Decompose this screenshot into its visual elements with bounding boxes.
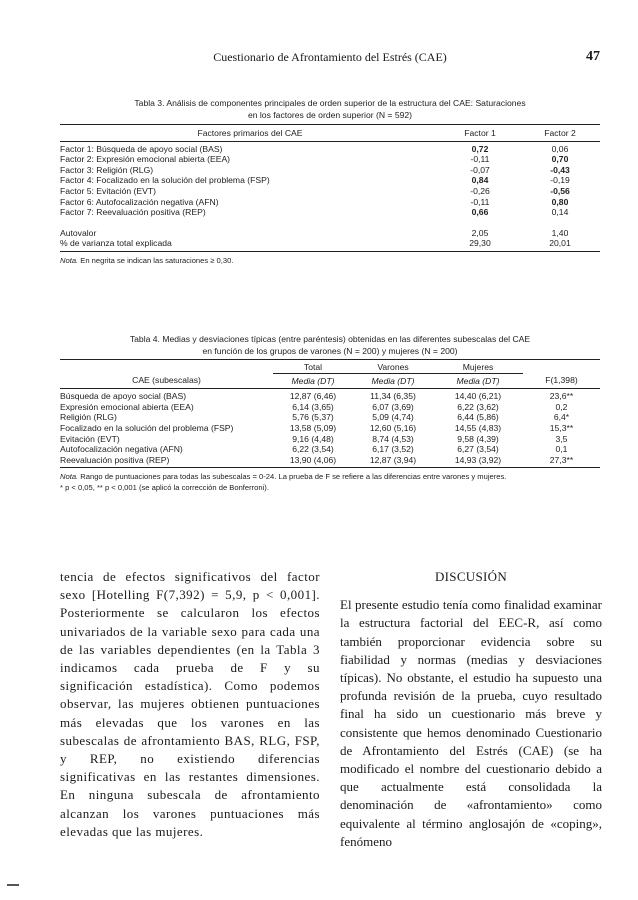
table-cell: 29,30: [469, 238, 491, 249]
table-cell: 8,74 (4,53): [372, 433, 414, 444]
table-4-grid: [60, 359, 600, 468]
table-cell: 5,76 (5,37): [292, 412, 334, 423]
table-cell: 9,16 (4,48): [292, 433, 334, 444]
table-cell: 6,17 (3,52): [372, 444, 414, 455]
table-row-label: Búsqueda de apoyo social (BAS): [60, 391, 187, 402]
table-cell: -0,26: [470, 185, 490, 196]
table-cell: 20,01: [549, 238, 571, 249]
table-3-note: Nota. En negrita se indican las saturaciones ≥ 0,30.: [60, 255, 234, 265]
table-cell: 12,87 (6,46): [289, 391, 337, 402]
table-cell: 0,84: [471, 175, 489, 186]
table-cell: 13,90 (4,06): [289, 454, 337, 465]
table-cell: 14,40 (6,21): [454, 391, 502, 402]
table-4-significance: * p < 0,05, ** p < 0,001 (se aplicó la corrección de Bonferroni).: [60, 483, 269, 493]
table-cell: -0,19: [550, 175, 570, 186]
col-header-subescalas: CAE (subescalas): [132, 375, 201, 386]
table-cell: -0,43: [550, 164, 570, 175]
table-cell: 1,40: [551, 227, 569, 238]
table-row-label: Focalizado en la solución del problema (FSP): [60, 422, 234, 433]
table-cell: 14,55 (4,83): [454, 422, 502, 433]
col-header-f: F(1,398): [545, 375, 578, 386]
margin-mark: [7, 884, 19, 886]
table-cell: 2,05: [471, 227, 489, 238]
table-cell: 23,6**: [549, 391, 574, 402]
varianza-label: % de varianza total explicada: [60, 238, 172, 249]
col-header-primary: Factores primarios del CAE: [197, 128, 303, 138]
table-cell: 0,72: [471, 143, 489, 154]
table-row-label: Factor 5: Evitación (EVT): [60, 185, 156, 196]
table-row-label: Expresión emocional abierta (EEA): [60, 401, 194, 412]
table-cell: 0,2: [555, 401, 568, 412]
table-row-label: Factor 4: Focalizado en la solución del problema (FSP): [60, 175, 270, 186]
table-cell: -0,11: [470, 196, 490, 207]
table-4-note: Nota. Rango de puntuaciones para todas las subescalas = 0-24. La prueba de F se refiere a las diferencias entre varones y mujeres.: [60, 472, 507, 482]
table-cell: 13,58 (5,09): [289, 422, 337, 433]
table-cell: -0,11: [470, 154, 490, 165]
table-cell: 0,06: [551, 143, 569, 154]
table-cell: 9,58 (4,39): [457, 433, 499, 444]
table-4: [60, 333, 600, 493]
table-cell: 12,87 (3,94): [369, 454, 417, 465]
table-cell: -0,07: [470, 164, 490, 175]
page-number: 47: [586, 49, 600, 64]
autovalor-label: Autovalor: [60, 227, 97, 238]
table-cell: 0,14: [551, 207, 569, 218]
table-cell: 5,09 (4,74): [372, 412, 414, 423]
group-header-mujeres: Mujeres: [462, 362, 494, 372]
table-row-label: Autofocalización negativa (AFN): [60, 444, 183, 455]
group-header-total: Total: [303, 362, 323, 372]
table-cell: -0,56: [550, 185, 570, 196]
table-3-caption: Tabla 3. Análisis de componentes principales de orden superior de la estructura del CAE: Saturaciones en los factores de orden superior (N = 592): [134, 98, 526, 120]
table-row-label: Evitación (EVT): [60, 433, 120, 444]
table-3-grid: [60, 124, 600, 252]
table-cell: 14,93 (3,92): [454, 454, 502, 465]
table-cell: 6,07 (3,69): [372, 401, 414, 412]
table-row-label: Religión (RLG): [60, 412, 117, 423]
table-cell: 6,44 (5,86): [457, 412, 499, 423]
body-column-left: tencia de efectos significativos del factor sexo [Hotelling F(7,392) = 5,9, p < 0,001]. Posteriormente se calcularon los efectos univariados de la variable sexo para cada una de las variables dependientes (en la Tabla 3 indicamos cada prueba de F y su significación estadística). Como podemos observar, las mujeres obtienen puntuaciones más elevadas que los varones en las subescalas de afrontamiento BAS, RLG, FSP, y REP, no existiendo diferencias significativas en las restantes dimensiones. En ninguna subescala de afrontamiento alcanzan los varones puntuaciones más elevadas que las mujeres.: [60, 569, 320, 839]
table-cell: 6,22 (3,54): [292, 444, 334, 455]
table-cell: 3,5: [555, 433, 568, 444]
col-header-media: Media (DT): [273, 373, 353, 389]
col-header-factor1: Factor 1: [464, 128, 496, 138]
table-row-label: Factor 1: Búsqueda de apoyo social (BAS): [60, 143, 223, 154]
table-cell: 27,3**: [549, 454, 574, 465]
discussion-paragraph: El presente estudio tenía como finalidad examinar la estructura factorial del EEC-R, así como también proporcionar evidencia sobre su fiabilidad y normas (medias y desviaciones típicas). No obstante, el estudio ha supuesto una profunda revisión de la prueba, cuyo resultado final ha sido un cuestionario más breve y consistente que hemos denominado Cuestionario de Afrontamiento del Estrés (CAE) (se ha modificado el nombre del cuestionario debido a que actualmente está consolidada la denominación de «afrontamiento» como equivalente al término anglosajón de «coping», fenómeno: [340, 597, 602, 849]
table-row-label: Factor 2: Expresión emocional abierta (EEA): [60, 154, 231, 165]
group-header-varones: Varones: [377, 362, 409, 372]
table-cell: 6,27 (3,54): [457, 444, 499, 455]
table-cell: 11,34 (6,35): [370, 391, 416, 402]
table-cell: 15,3**: [549, 422, 574, 433]
running-title: Cuestionario de Afrontamiento del Estrés (CAE): [213, 50, 447, 64]
table-cell: 0,80: [551, 196, 569, 207]
table-cell: 0,66: [471, 207, 489, 218]
table-cell: 0,1: [555, 444, 568, 455]
table-row-label: Reevaluación positiva (REP): [60, 454, 170, 465]
table-3: [60, 97, 600, 266]
table-cell: 6,14 (3,65): [292, 401, 334, 412]
table-row-label: Factor 7: Reevaluación positiva (REP): [60, 207, 206, 218]
table-cell: 6,22 (3,62): [457, 401, 499, 412]
table-cell: 0,70: [551, 154, 569, 165]
table-row-label: Factor 3: Religión (RLG): [60, 164, 154, 175]
table-cell: 12,60 (5,16): [369, 422, 417, 433]
col-header-factor2: Factor 2: [544, 128, 576, 138]
section-heading-discussion: DISCUSIÓN: [434, 569, 508, 584]
col-header-media: Media (DT): [433, 373, 523, 389]
col-header-media: Media (DT): [353, 373, 433, 389]
table-4-caption: Tabla 4. Medias y desviaciones típicas (entre paréntesis) obtenidas en las diferentes subescalas del CAE en función de los grupos de varones (N = 200) y mujeres (N = 200): [129, 334, 531, 356]
table-cell: 6,4*: [553, 412, 570, 423]
table-row-label: Factor 6: Autofocalización negativa (AFN): [60, 196, 219, 207]
body-column-right: [340, 568, 602, 851]
